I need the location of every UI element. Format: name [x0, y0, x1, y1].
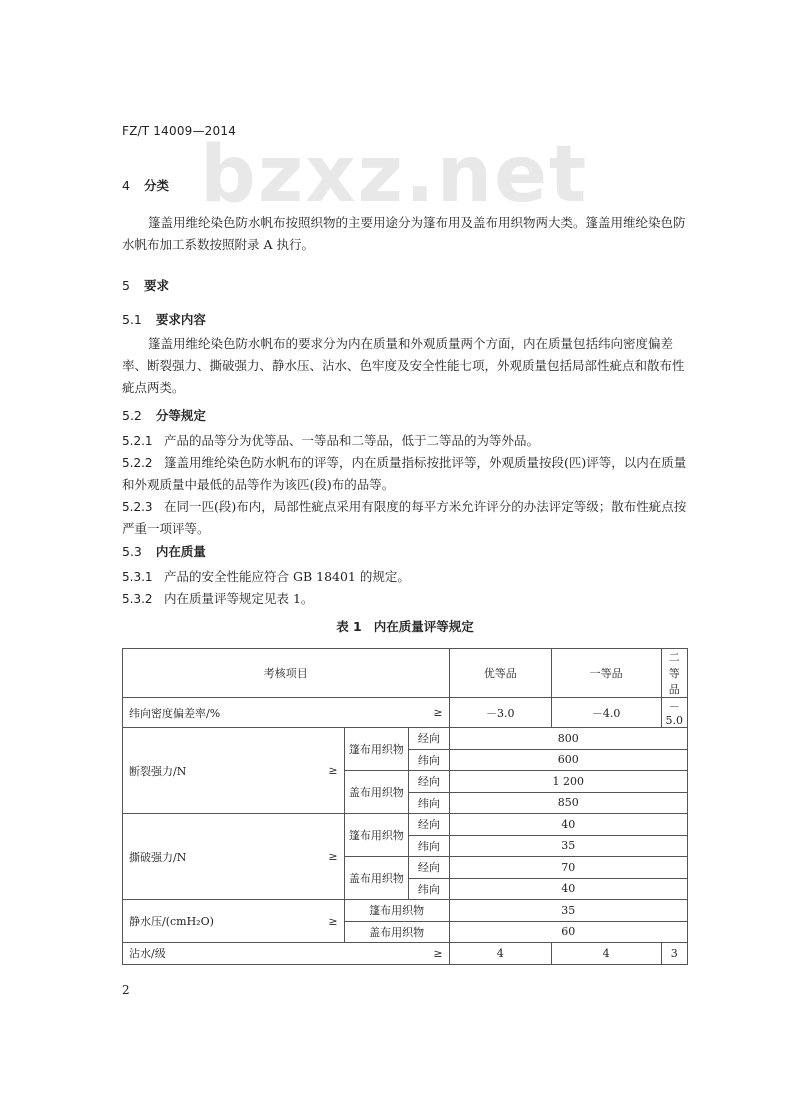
fabric-type-cover: 盖布用织物: [344, 771, 409, 814]
clause-number: 5.3.1: [122, 570, 153, 584]
section-number: 5.3: [122, 544, 142, 559]
row-label-tearing: [123, 814, 345, 900]
header-grade-1: 优等品: [449, 649, 551, 698]
section-title: 分等规定: [155, 408, 206, 423]
fabric-type-cover: 盖布用织物: [344, 921, 449, 943]
fabric-type-tarp: 篷布用织物: [344, 728, 409, 771]
table-caption: [122, 617, 688, 635]
direction-weft: 纬向: [409, 835, 449, 857]
direction-weft: 纬向: [409, 749, 449, 771]
cell-value: 35: [449, 835, 687, 857]
cell-grade-2: 4: [551, 943, 661, 965]
clause-number: 5.2.2: [122, 456, 153, 470]
clause-5-2-2: [122, 452, 688, 496]
header-grade-2: 一等品: [551, 649, 661, 698]
cell-value: 850: [449, 792, 687, 814]
section-4-heading: [122, 176, 169, 194]
table-title: 内在质量评等规定: [373, 619, 474, 634]
clause-5-2-1: [122, 430, 688, 452]
table-row-weft-density: [123, 698, 688, 728]
section-5-1-heading: [122, 310, 206, 328]
fabric-type-cover: 盖布用织物: [344, 857, 409, 900]
direction-warp: 经向: [409, 771, 449, 793]
clause-text: 篷盖用维纶染色防水帆布的评等，内在质量指标按批评等，外观质量按段(匹)评等，以内在质量和外观质量中最低的品等作为该匹(段)布的品等。: [122, 455, 687, 492]
clause-5-2-3: [122, 496, 688, 540]
section-title: 分类: [143, 178, 169, 193]
direction-weft: 纬向: [409, 792, 449, 814]
cell-grade-1: －3.0: [449, 698, 551, 728]
section-title: 内在质量: [155, 544, 206, 559]
section-4-text: 篷盖用维纶染色防水帆布按照织物的主要用途分为篷布用及盖布用织物两大类。篷盖用维纶染色防水帆布加工系数按照附录 A 执行。: [122, 215, 686, 252]
cell-grade-3: －5.0: [661, 698, 688, 728]
label-text: 静水压/(cmH₂O): [129, 915, 214, 928]
header-item: 考核项目: [123, 649, 450, 698]
label-text: 撕破强力/N: [129, 850, 187, 864]
cell-value: 40: [449, 814, 687, 836]
section-5-heading: [122, 276, 169, 294]
clause-text: 产品的品等分为优等品、一等品和二等品，低于二等品的为等外品。: [164, 433, 540, 448]
header-grade-3: 二等品: [661, 649, 688, 698]
table-row-wetting: [123, 943, 688, 965]
section-number: 5.1: [122, 312, 142, 327]
cell-value: 35: [449, 900, 687, 922]
clause-number: 5.3.2: [122, 592, 153, 606]
section-title: 要求: [143, 278, 169, 293]
direction-warp: 经向: [409, 857, 449, 879]
section-number: 5.2: [122, 408, 142, 423]
cell-grade-1: 4: [449, 943, 551, 965]
table-header-row: [123, 649, 688, 698]
cell-grade-3: 3: [661, 943, 688, 965]
ge-symbol: ≥: [328, 914, 338, 928]
row-label-hydro: [123, 900, 345, 943]
clause-number: 5.2.3: [122, 500, 153, 514]
direction-warp: 经向: [409, 814, 449, 836]
label-text: 沾水/级: [129, 947, 166, 961]
ge-symbol: ≥: [433, 946, 443, 960]
clause-5-3-2: [122, 588, 688, 610]
section-title: 要求内容: [155, 312, 206, 327]
clause-5-3-1: [122, 566, 688, 588]
row-label: [123, 943, 450, 965]
cell-grade-2: －4.0: [551, 698, 661, 728]
direction-weft: 纬向: [409, 878, 449, 900]
label-text: 断裂强力/N: [129, 764, 187, 778]
fabric-type-tarp: 篷布用织物: [344, 814, 409, 857]
direction-warp: 经向: [409, 728, 449, 750]
ge-symbol: ≥: [433, 706, 443, 719]
section-5-2-heading: [122, 406, 206, 424]
quality-grading-table: [122, 648, 688, 965]
cell-value: 600: [449, 749, 687, 771]
table-row: [123, 814, 688, 836]
label-text: 纬向密度偏差率/%: [129, 706, 221, 720]
clause-text: 产品的安全性能应符合 GB 18401 的规定。: [164, 569, 410, 584]
clause-text: 在同一匹(段)布内，局部性疵点采用有限度的每平方米允许评分的办法评定等级；散布性疵点按严重一项评等。: [122, 499, 687, 536]
row-label-breaking: [123, 728, 345, 814]
ge-symbol: ≥: [328, 850, 338, 863]
page-number: 2: [122, 983, 130, 997]
cell-value: 800: [449, 728, 687, 750]
clause-number: 5.2.1: [122, 434, 153, 448]
clause-text: 内在质量评等规定见表 1。: [164, 591, 314, 606]
cell-value: 60: [449, 921, 687, 943]
cell-value: 40: [449, 878, 687, 900]
doc-code: FZ/T 14009—2014: [122, 124, 237, 138]
fabric-type-tarp: 篷布用织物: [344, 900, 449, 922]
cell-value: 1 200: [449, 771, 687, 793]
table-row: [123, 728, 688, 750]
row-label: [123, 698, 450, 728]
section-number: 5: [122, 278, 130, 293]
section-5-3-heading: [122, 542, 206, 560]
ge-symbol: ≥: [328, 764, 338, 777]
section-5-1-text: 篷盖用维纶染色防水帆布的要求分为内在质量和外观质量两个方面，内在质量包括纬向密度偏差率、断裂强力、撕破强力、静水压、沾水、色牢度及安全性能七项，外观质量包括局部性疵点和散布性疵点两类。: [122, 336, 685, 395]
cell-value: 70: [449, 857, 687, 879]
section-number: 4: [122, 178, 130, 193]
table-row: [123, 900, 688, 922]
watermark: bzxz.net: [200, 130, 589, 220]
table-number: 表 1: [336, 619, 362, 634]
